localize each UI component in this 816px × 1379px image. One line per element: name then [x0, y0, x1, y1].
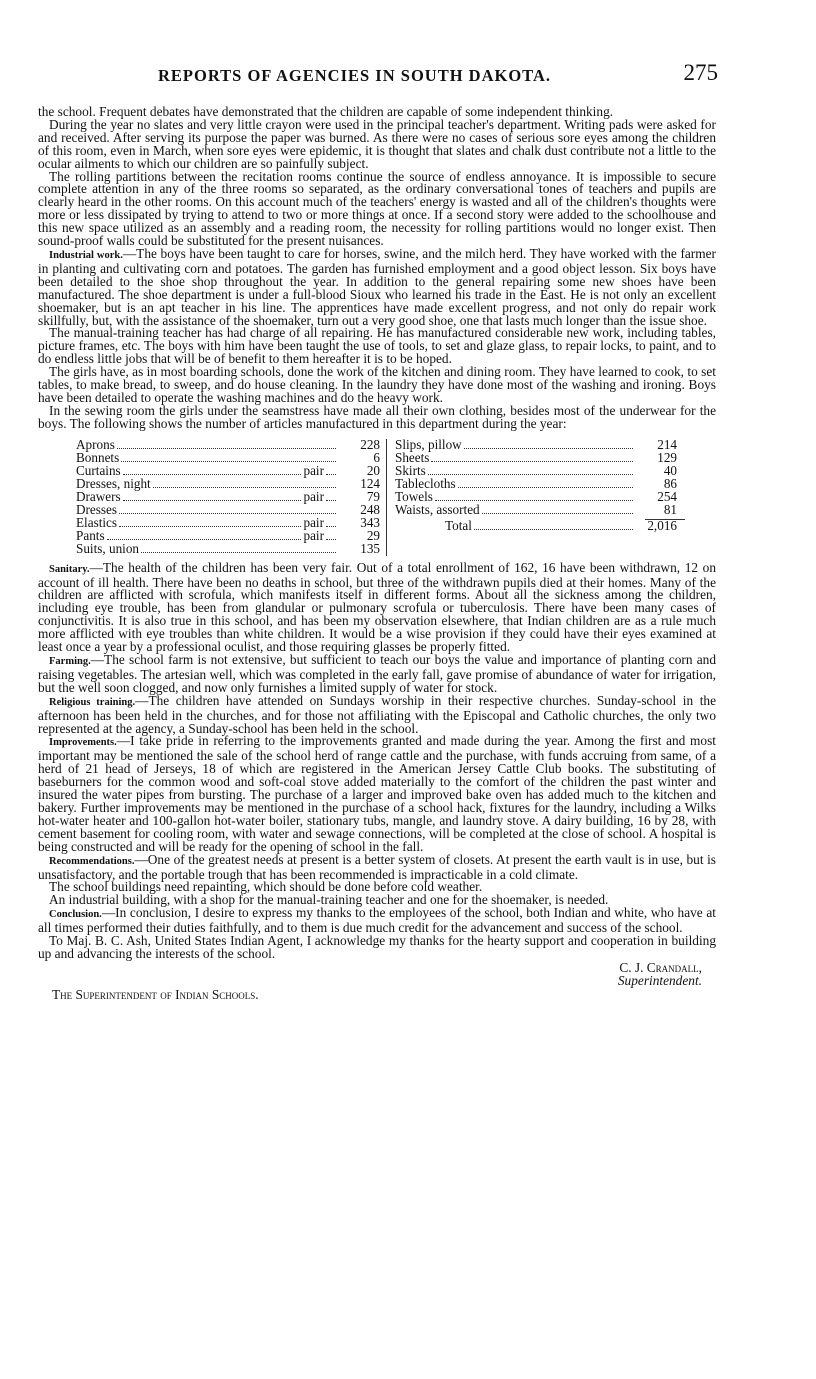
- run-in-heading: Farming.: [49, 656, 91, 667]
- article-name: Curtains: [76, 462, 121, 478]
- signer-name: C. J. Crandall,: [619, 959, 702, 975]
- leader-dots: [119, 512, 336, 514]
- total-label: Total: [445, 517, 472, 533]
- total-value: 2,016: [647, 517, 677, 533]
- table-row: [76, 514, 380, 530]
- paragraph-text: the school. Frequent debates have demonstrated that the children are capable of some independent thinking.: [38, 104, 614, 119]
- document-page: [38, 60, 716, 1001]
- article-name: Drawers: [76, 488, 121, 504]
- body-text-after-table: [38, 559, 717, 961]
- paragraph: [38, 654, 716, 695]
- leader-dots: [458, 486, 633, 488]
- run-in-heading: Sanitary.: [49, 563, 90, 575]
- table-row: [76, 449, 380, 465]
- article-name: Pants: [76, 527, 105, 543]
- article-count: 248: [360, 501, 380, 517]
- paragraph-text: The manual-training teacher has had charge of all repairing. He has manufactured considerable new work, including tables, picture frames, etc. The boys with him have been taught the use of tools, to set and glaze glass, to repair locks, to paint, and to do endless little jobs that will be of benefit to them hereafter it is to be hoped.: [38, 325, 716, 367]
- article-count: 6: [373, 449, 380, 465]
- run-in-heading: Industrial work.: [49, 249, 123, 261]
- signer-title: Superintendent.: [617, 972, 702, 988]
- article-count: 79: [366, 488, 380, 504]
- leader-dots: [153, 486, 336, 488]
- paragraph-text: —The boys have been taught to care for horses, swine, and the milch herd. They have worked with the farmer in planting and cultivating corn and potatoes. The garden has furnished employment and a good object lesson. Six boys have been detailed to the shoe shop throughout the year. In addition to the general repairing some new shoes have been manufactured. The shoe department is under a full-blood Sioux who learned his trade in the East. He is not only an excellent shoemaker, but is an apt teacher in his line. The apprentices have made excellent progress, and not only do repair work skillfully, but, with the assistance of the shoemaker, turn out a very good shoe, one that lasts much longer than the issue shoe.: [38, 245, 716, 328]
- paragraph: [38, 245, 716, 328]
- leader-dots: [431, 460, 633, 462]
- leader-dots: [123, 499, 302, 501]
- leader-dots: [435, 499, 633, 501]
- article-name: Skirts: [395, 462, 426, 478]
- articles-table-left-column: [76, 436, 387, 556]
- addressee: The Superintendent of Indian Schools.: [52, 986, 259, 1002]
- paragraph-text: The rolling partitions between the recitation rooms continue the source of endless annoyance. It is impossible to secure complete attention in any of the three rooms so separated, as the ordinary conversational tones of teachers and pupils are clearly heard in the other rooms. On this account much of the teachers' energy is wasted and all of the children's thoughts were more or less dissipated by trying to attend to two or more things at once. If a second story were added to the schoolhouse and this new space utilized as an assembly and a reading room, the necessity for rolling partitions would no longer exist. Then sound-proof walls could be substituted for the present nuisances.: [38, 168, 716, 249]
- paragraph: [38, 907, 716, 935]
- table-row: [395, 436, 677, 452]
- article-name: Sheets: [395, 449, 430, 465]
- article-count: 135: [360, 540, 380, 556]
- run-in-heading: Conclusion.: [49, 909, 102, 921]
- table-row: [76, 475, 380, 491]
- article-name: Towels: [395, 488, 433, 504]
- articles-table: [76, 436, 680, 556]
- leader-dots: [123, 473, 302, 475]
- table-row: [395, 475, 677, 491]
- paragraph: [38, 168, 716, 249]
- article-name: Dresses, night: [76, 475, 151, 491]
- paragraph-text: —In conclusion, I desire to express my thanks to the employees of the school, both Indian and white, who have at all times performed their duties faithfully, and to them is due much credit for the advancement and success of the school.: [38, 905, 716, 936]
- article-count: 214: [657, 436, 677, 452]
- leader-dots: [428, 473, 633, 475]
- page-header: [38, 60, 716, 106]
- articles-table-right-column: [387, 436, 677, 556]
- article-count: 129: [657, 449, 677, 465]
- paragraph: [38, 366, 716, 405]
- signature-block: [38, 961, 716, 1001]
- article-name: Aprons: [76, 436, 115, 452]
- paragraph: [38, 327, 716, 366]
- article-name: Dresses: [76, 501, 118, 517]
- article-count: 20: [366, 462, 380, 478]
- leader-dots: [107, 538, 302, 540]
- paragraph-text: —One of the greatest needs at present is a better system of closets. At present the earth vault is in use, but is unsatisfactory, and the portable trough that has been recommended is impracticable in a cold climate.: [38, 851, 716, 882]
- paragraph: [38, 735, 716, 853]
- table-row: [76, 501, 380, 517]
- article-count: 124: [360, 475, 380, 491]
- paragraph-text: During the year no slates and very little crayon were used in the principal teacher's department. Writing pads were asked for and received. After serving its purpose the paper was burned. As there were no cases of serious sore eyes among the children of this room, even in March, when sore eyes were epidemic, it is thought that slates and chalk dust contribute not a little to the ocular ailments to which our children are so painfully subject.: [38, 116, 716, 171]
- paragraph: [38, 559, 716, 655]
- article-unit: pair: [303, 462, 324, 478]
- paragraph-text: An industrial building, with a shop for the manual-training teacher and one for the shoemaker, is needed.: [49, 892, 609, 908]
- article-count: 228: [360, 436, 380, 452]
- article-name: Slips, pillow: [395, 436, 462, 452]
- run-in-heading: Religious training.: [49, 696, 136, 708]
- leader-dots: [117, 447, 336, 449]
- paragraph: [38, 692, 717, 736]
- paragraph-text: In the sewing room the girls under the seamstress have made all their own clothing, besides most of the underwear for the boys. The following shows the number of articles manufactured in this department during the year:: [38, 402, 716, 431]
- article-count: 254: [657, 488, 677, 504]
- table-row: [395, 449, 677, 465]
- article-name: Suits, union: [76, 540, 140, 556]
- table-row: [76, 488, 380, 504]
- table-row: [76, 436, 380, 452]
- paragraph-text: —I take pride in referring to the improvements granted and made during the year. Among the first and most important may be mentioned the sale of the school herd of range cattle and the purchase, with funds accruing from same, of a herd of 21 head of Jerseys, 18 of which are registered in the American Jersey Cattle Club books. The substituting of baseburners for the common wood and soft-coal stove added materially to the comfort of the children the past winter and insured the water pipes from bursting. The purchase of a larger and improved bake oven has added much to the kitchen and bakery. Further improvements may be mentioned in the purchase of a school hack, fixtures for the laundry, including a Wilks hot-water heater and 100-gallon hot-water boiler, stationary tubs, mangle, and laundry stove. A dairy building, 16 by 28, with cement basement for cooling room, with water and sewage connections, will be completed at the close of school. A hospital is being constructed and will be ready for the opening of school in the fall.: [38, 733, 716, 854]
- article-unit: pair: [303, 488, 324, 504]
- paragraph-text: The school buildings need repainting, which should be done before cold weather.: [49, 879, 483, 895]
- paragraph-text: —The school farm is not extensive, but sufficient to teach our boys the value and importance of planting corn and raising vegetables. The artesian well, which was completed in the early fall, gave promise of abundance of water for irrigation, but the well soon clogged, and now only furnishes a limited supply of water for stock.: [38, 652, 716, 695]
- article-unit: pair: [303, 514, 324, 530]
- paragraph: [38, 402, 716, 431]
- leader-dots: [119, 525, 301, 527]
- run-in-heading: Improvements.: [49, 737, 117, 749]
- paragraph-text: —The children have attended on Sundays worship in their respective churches. Sunday-school in the afternoon has been held in the churches, and for those not affiliating with the Episcopal and Catholic churches, the only two represented at the agency, a Sunday-school has been held in the school.: [38, 692, 717, 736]
- article-name: Bonnets: [76, 449, 120, 465]
- article-count: 86: [663, 475, 677, 491]
- paragraph-text: To Maj. B. C. Ash, United States Indian Agent, I acknowledge my thanks for the hearty support and cooperation in building up and advancing the interests of the school.: [38, 933, 716, 961]
- paragraph-text: —The health of the children has been very fair. Out of a total enrollment of 162, 16 have been withdrawn, 12 on account of ill health. There have been no deaths in school, but three of the withdrawn pupils died at their homes. Many of the children are afflicted with scrofula, which manifests itself in different forms. About all the sickness among the children, including eye trouble, has been from glandular or pulmonary scrofula or tuberculosis. There have been many cases of conjunctivitis. It is also true in this school, and has been my observation elsewhere, that Indian children are as a rule much more afflicted with eye troubles than white children. It would be a wise provision if they could have their eyes examined at least once a year by a professional oculist, and those requiring glasses be properly fitted.: [38, 559, 716, 655]
- article-count: 81: [663, 501, 677, 517]
- paragraph: [38, 116, 716, 171]
- leader-dots: [121, 460, 336, 462]
- table-row: [76, 540, 380, 556]
- paragraph: [38, 935, 716, 961]
- body-text-before-table: [38, 106, 716, 431]
- leader-dots: [464, 447, 633, 449]
- total-row: [395, 517, 677, 533]
- article-name: Tablecloths: [395, 475, 456, 491]
- running-title: REPORTS OF AGENCIES IN SOUTH DAKOTA.: [158, 66, 551, 85]
- leader-dots: [482, 512, 633, 514]
- paragraph-text: The girls have, as in most boarding schools, done the work of the kitchen and dining room. They have learned to cook, to set tables, to make bread, to sweep, and do house cleaning. In the laundry they have done most of the washing and ironing. Boys have been detailed to operate the washing machines and do the heavy work.: [38, 364, 716, 405]
- article-count: 343: [360, 514, 380, 530]
- run-in-heading: Recommendations.: [49, 855, 135, 867]
- leader-dots: [141, 551, 336, 553]
- article-name: Elastics: [76, 514, 118, 530]
- article-count: 29: [366, 527, 380, 543]
- paragraph: [38, 851, 716, 882]
- page-number: 275: [683, 60, 718, 85]
- article-count: 40: [663, 462, 677, 478]
- table-row: [395, 501, 677, 517]
- article-name: Waists, assorted: [395, 501, 480, 517]
- article-unit: pair: [303, 527, 324, 543]
